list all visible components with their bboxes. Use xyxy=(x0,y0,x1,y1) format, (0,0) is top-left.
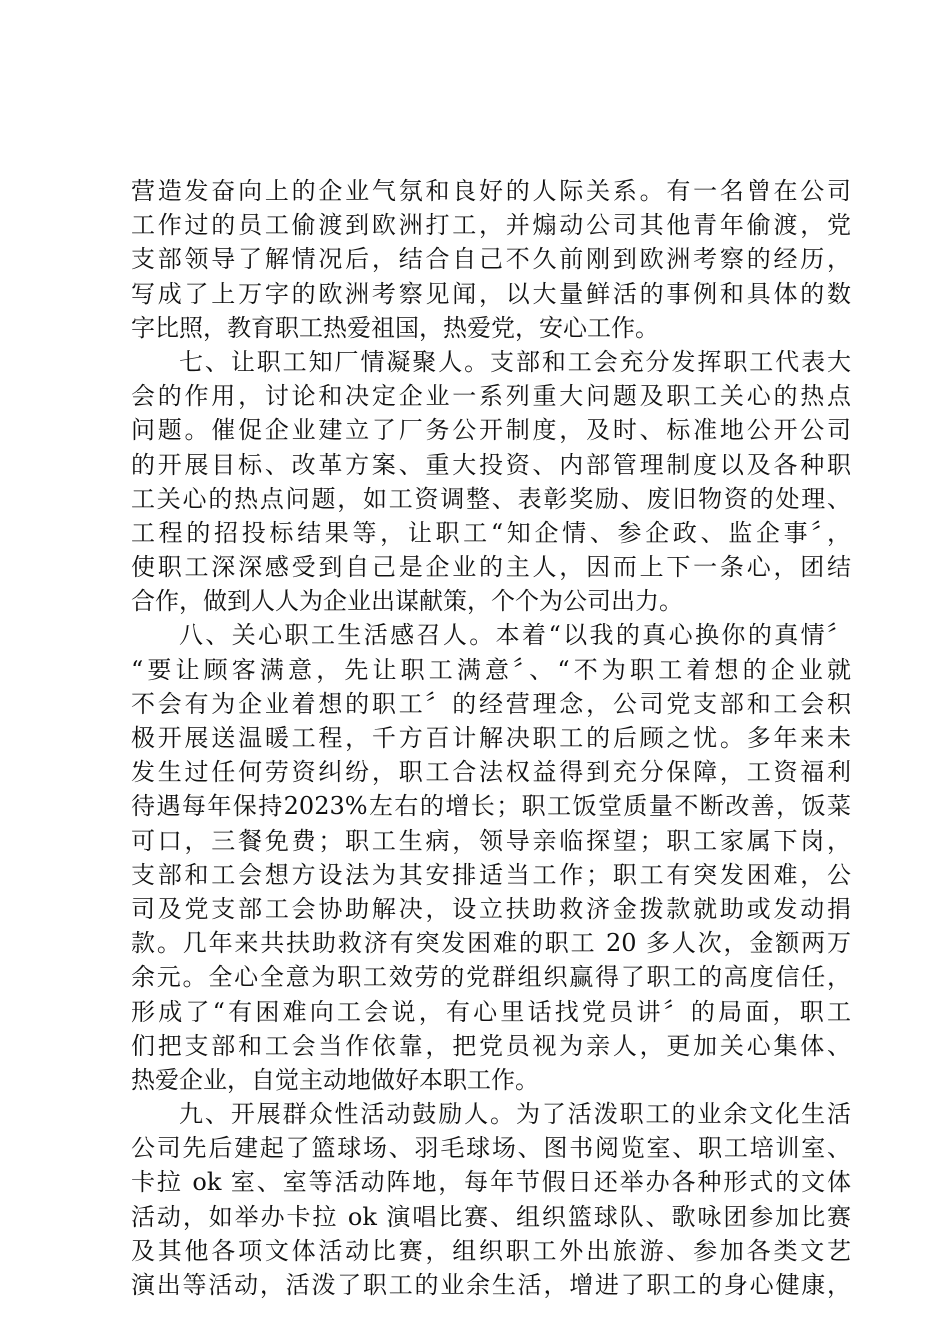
text-line: “要让顾客满意，先让职工满意〞、“不为职工着想的企业就 xyxy=(131,655,851,684)
text-line: 不会有为企业着想的职工〞的经营理念，公司党支部和工会积 xyxy=(131,689,851,718)
text-line: 及其他各项文体活动比赛，组织职工外出旅游、参加各类文艺 xyxy=(131,1236,851,1265)
paragraph-7-heading-line: 七、让职工知厂情凝聚人。支部和工会充分发挥职工代表大 xyxy=(179,347,851,376)
text-line: 问题。催促企业建立了厂务公开制度，及时、标准地公开公司 xyxy=(131,416,851,445)
text-line: 写成了上万字的欧洲考察见闻，以大量鲜活的事例和具体的数 xyxy=(131,279,851,308)
text-line: 使职工深深感受到自己是企业的主人，因而上下一条心，团结 xyxy=(131,553,851,582)
text-line: 工作过的员工偷渡到欧洲打工，并煽动公司其他青年偷渡，党 xyxy=(131,211,851,240)
text-line: 字比照，教育职工热爱祖国，热爱党，安心工作。 xyxy=(131,313,659,342)
text-line: 演出等活动，活泼了职工的业余生活，增进了职工的身心健康， xyxy=(131,1271,851,1299)
text-line: 极开展送温暖工程，千方百计解决职工的后顾之忧。多年来未 xyxy=(131,724,851,752)
paragraph-8-heading-line: 八、关心职工生活感召人。本着“以我的真心换你的真情〞 xyxy=(179,621,851,650)
text-line: 卡拉 ok 室、室等活动阵地，每年节假日还举办各种形式的文体 xyxy=(131,1168,851,1197)
text-line: 工关心的热点问题，如工资调整、表彰奖励、废旧物资的处理、 xyxy=(131,484,851,513)
text-line: 热爱企业，自觉主动地做好本职工作。 xyxy=(131,1065,539,1094)
text-line: 形成了“有困难向工会说，有心里话找党员讲〞的局面，职工 xyxy=(131,997,851,1026)
text-line: 可口，三餐免费；职工生病，领导亲临探望；职工家属下岗， xyxy=(131,826,851,855)
text-line: 工程的招投标结果等，让职工“知企情、参企政、监企事〞， xyxy=(131,518,851,547)
text-line: 的开展目标、改革方案、重大投资、内部管理制度以及各种职 xyxy=(131,450,851,479)
text-line: 支部和工会想方设法为其安排适当工作；职工有突发困难，公 xyxy=(131,860,851,889)
paragraph-9-heading-line: 九、开展群众性活动鼓励人。为了活泼职工的业余文化生活 xyxy=(179,1100,851,1129)
text-line: 会的作用，讨论和决定企业一系列重大问题及职工关心的热点 xyxy=(131,382,851,411)
text-line: 款。几年来共扶助救济有突发困难的职工 20 多人次，金额两万 xyxy=(131,929,851,958)
text-line: 余元。全心全意为职工效劳的党群组织赢得了职工的高度信任， xyxy=(131,963,851,992)
text-line: 活动，如举办卡拉 ok 演唱比赛、组织篮球队、歌咏团参加比赛 xyxy=(131,1202,851,1231)
body-text xyxy=(131,174,851,1302)
text-line: 司及党支部工会协助解决，设立扶助救济金拨款就助或发动捐 xyxy=(131,894,851,923)
text-line: 支部领导了解情况后，结合自己不久前刚到欧洲考察的经历， xyxy=(131,245,851,274)
text-line: 发生过任何劳资纠纷，职工合法权益得到充分保障，工资福利 xyxy=(131,758,851,787)
text-line: 合作，做到人人为企业出谋献策，个个为公司出力。 xyxy=(131,587,683,616)
text-line: 待遇每年保持2023%左右的增长；职工饭堂质量不断改善，饭菜 xyxy=(131,792,851,821)
text-line: 们把支部和工会当作依靠，把党员视为亲人，更加关心集体、 xyxy=(131,1031,851,1060)
text-line: 公司先后建起了篮球场、羽毛球场、图书阅览室、职工培训室、 xyxy=(131,1134,851,1163)
text-line: 营造发奋向上的企业气氛和良好的人际关系。有一名曾在公司 xyxy=(131,177,851,205)
